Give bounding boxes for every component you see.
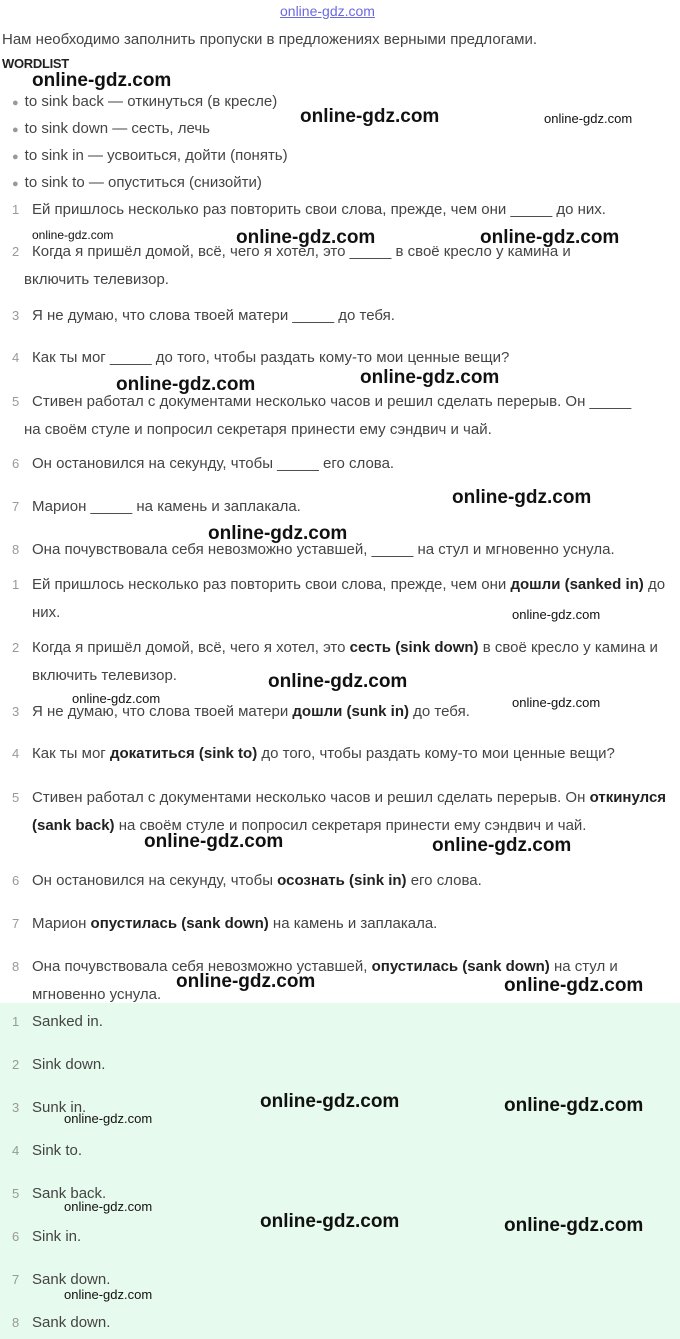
bullet-icon: ● (12, 124, 19, 136)
watermark: online-gdz.com (64, 1287, 153, 1302)
watermark: online-gdz.com (544, 111, 633, 126)
answer-item: 7 Sank down. (12, 1271, 111, 1288)
translation-item: 4 Как ты мог докатиться (sink to) до того, чтобы раздать кому-то мои ценные вещи? (12, 745, 615, 762)
answer-item: 6 Sink in. (12, 1228, 82, 1245)
exercise-item: 3 Я не думаю, что слова твоей матери _____ до тебя. (12, 307, 395, 324)
watermark: online-gdz.com (432, 835, 572, 856)
watermark: online-gdz.com (64, 1111, 153, 1126)
translation-item: 3 Я не думаю, что слова твоей матери дошли (sunk in) до тебя. (12, 703, 470, 720)
exercise-item: 5 Стивен работал с документами несколько часов и решил сделать перерыв. Он _____ на своём стуле и попросил секретаря принести ему сэндвич и чай. (12, 393, 632, 438)
watermark: online-gdz.com (236, 227, 376, 248)
bullet-icon: ● (12, 178, 19, 190)
answer-item: 1 Sanked in. (12, 1013, 103, 1030)
translation-item: 1 Ей пришлось несколько раз повторить свои слова, прежде, чем они дошли (sanked in) до них. (12, 576, 666, 621)
answer-item: 8 Sank down. (12, 1314, 111, 1331)
watermark: online-gdz.com (504, 1095, 644, 1116)
watermark: online-gdz.com (64, 1199, 153, 1214)
translation-item: 8 Она почувствовала себя невозможно уставшей, опустилась (sank down) на стул и мгновенно уснула. (12, 958, 618, 1003)
watermark: online-gdz.com (116, 374, 256, 395)
exercise-item: 1 Ей пришлось несколько раз повторить свои слова, прежде, чем они _____ до них. (12, 201, 606, 218)
wordlist-item: ● to sink in — усвоиться, дойти (понять) (12, 147, 288, 164)
wordlist-item: ● to sink down — сесть, лечь (12, 120, 210, 137)
wordlist-item: ● to sink to — опуститься (снизойти) (12, 174, 262, 191)
bullet-icon: ● (12, 151, 19, 163)
wordlist-item: ● to sink back — откинуться (в кресле) (12, 93, 278, 110)
answer-item: 5 Sank back. (12, 1185, 107, 1202)
answer-item: 4 Sink to. (12, 1142, 83, 1159)
watermark: online-gdz.com (260, 1091, 400, 1112)
watermark: online-gdz.com (32, 228, 114, 242)
watermark: online-gdz.com (480, 227, 620, 248)
watermark: online-gdz.com (260, 1211, 400, 1232)
watermark: online-gdz.com (504, 975, 644, 996)
exercise-item: 4 Как ты мог _____ до того, чтобы раздать кому-то мои ценные вещи? (12, 349, 510, 366)
translation-item: 5 Стивен работал с документами несколько часов и решил сделать перерыв. Он откинулся (sank back) на своём стуле и попросил секретаря принести ему сэндвич и чай. (12, 789, 667, 834)
watermark: online-gdz.com (512, 607, 601, 622)
watermark: online-gdz.com (360, 367, 500, 388)
watermark: online-gdz.com (208, 523, 348, 544)
answer-item: 3 Sunk in. (12, 1099, 87, 1116)
bullet-icon: ● (12, 97, 19, 109)
site-link[interactable]: online-gdz.com (280, 3, 375, 19)
watermark: online-gdz.com (72, 691, 161, 706)
translation-item: 7 Марион опустилась (sank down) на камень и заплакала. (12, 915, 438, 932)
watermark: online-gdz.com (504, 1215, 644, 1236)
watermark: online-gdz.com (512, 695, 601, 710)
exercise-item: 6 Он остановился на секунду, чтобы _____ его слова. (12, 455, 395, 472)
task-intro: Нам необходимо заполнить пропуски в предложениях верными предлогами. (2, 31, 538, 48)
wordlist-title: WORDLIST (2, 56, 69, 71)
exercise-item: 7 Марион _____ на камень и заплакала. (12, 498, 301, 515)
watermark: online-gdz.com (268, 671, 408, 692)
exercise-item: 8 Она почувствовала себя невозможно уставшей, _____ на стул и мгновенно уснула. (12, 541, 615, 558)
watermark: online-gdz.com (144, 831, 284, 852)
translation-item: 2 Когда я пришёл домой, всё, чего я хотел, это сесть (sink down) в своё кресло у камина и включить телевизор. (12, 639, 658, 684)
watermark: online-gdz.com (452, 487, 592, 508)
watermark: online-gdz.com (300, 106, 440, 127)
exercise-item: 2 Когда я пришёл домой, всё, чего я хотел, это _____ в своё кресло у камина и включить телевизор. (12, 243, 571, 288)
watermark: online-gdz.com (176, 971, 316, 992)
translation-item: 6 Он остановился на секунду, чтобы осознать (sink in) его слова. (12, 872, 482, 889)
watermark: online-gdz.com (32, 70, 172, 91)
answer-item: 2 Sink down. (12, 1056, 106, 1073)
